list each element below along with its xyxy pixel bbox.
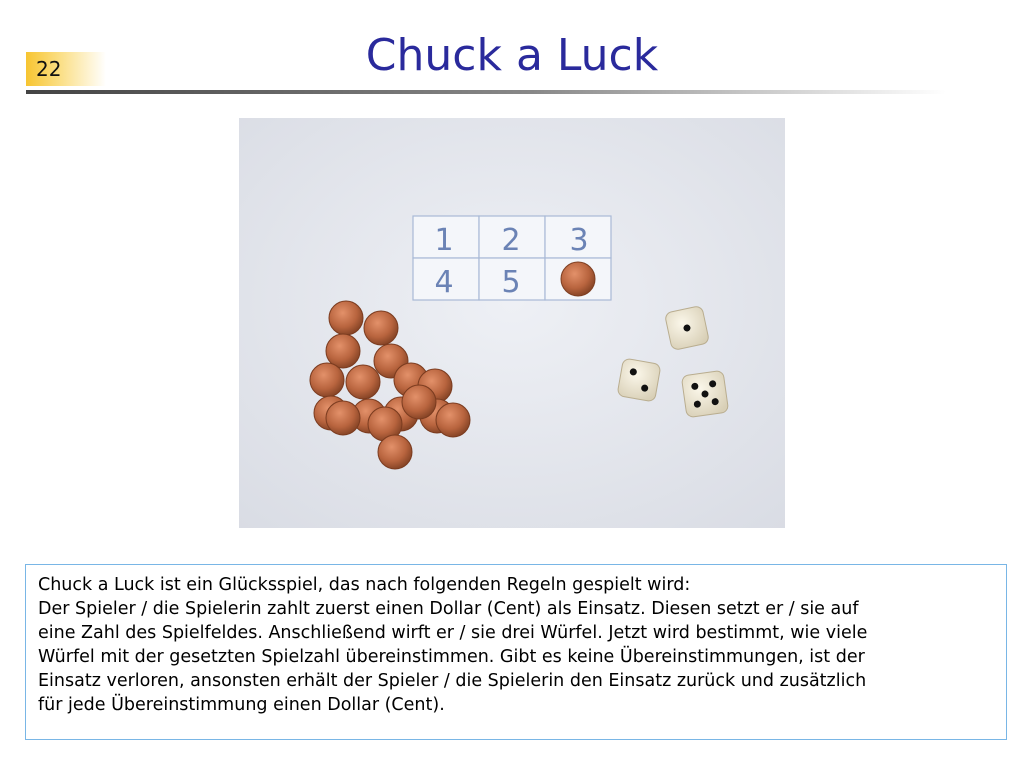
board-cell-2: 2 (501, 223, 521, 258)
board-cell-5: 5 (501, 265, 521, 300)
rules-line-2: Der Spieler / die Spielerin zahlt zuerst einen Dollar (Cent) als Einsatz. Diesen setzt er / sie auf (38, 599, 859, 619)
board-cell-3: 3 (569, 223, 589, 258)
die-two (617, 358, 661, 402)
title-divider (26, 90, 946, 94)
die-three (681, 370, 728, 417)
rules-line-3: eine Zahl des Spielfeldes. Anschließend wirft er / sie drei Würfel. Jetzt wird bestimmt, wie viele (38, 623, 868, 643)
rules-line-4: Würfel mit der gesetzten Spielzahl übereinstimmen. Gibt es keine Übereinstimmungen, ist der (38, 647, 865, 667)
bet-coin (561, 262, 595, 296)
die-one (664, 305, 709, 350)
slide-number: 22 (26, 52, 106, 86)
slide-title: Chuck a Luck (365, 30, 659, 81)
board-cell-1: 1 (434, 223, 454, 258)
rules-line-1: Chuck a Luck ist ein Glücksspiel, das nach folgenden Regeln gespielt wird: (38, 575, 691, 595)
rules-textbox (25, 564, 1007, 740)
rules-line-6: für jede Übereinstimmung einen Dollar (Cent). (38, 695, 445, 715)
board-cell-4: 4 (434, 265, 454, 300)
rules-line-5: Einsatz verloren, ansonsten erhält der Spieler / die Spielerin den Einsatz zurück und zusätzlich (38, 671, 867, 691)
chuck-a-luck-photo (239, 118, 785, 528)
